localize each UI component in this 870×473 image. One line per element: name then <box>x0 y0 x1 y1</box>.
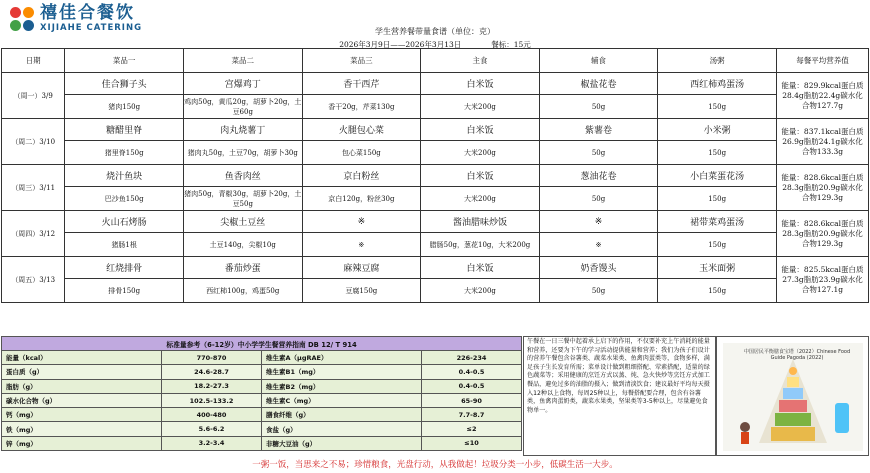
nutrient-range: 3.2-3.4 <box>162 436 262 450</box>
menu-table <box>1 48 869 303</box>
standard-row <box>2 379 522 393</box>
pyramid-title: 中国居民平衡膳食宝塔（2022）Chinese Food Guide Pagoda (2022) <box>743 349 851 361</box>
ingredient-amount: 土豆140g，尖椒10g <box>183 233 302 257</box>
food-pyramid-image <box>716 336 869 456</box>
dish-name: 裙带菜鸡蛋汤 <box>658 211 777 233</box>
nutrient-name: 食盐（g） <box>262 422 422 436</box>
menu-ingredient-row <box>2 233 869 257</box>
page-title: 学生营养餐带量食谱（单位：克） <box>375 27 495 36</box>
menu-header-row <box>2 49 869 73</box>
nutrition-standard-table <box>1 336 522 451</box>
ingredient-amount: 50g <box>539 141 658 165</box>
dish-name: 紫薯卷 <box>539 119 658 141</box>
ingredient-amount: 西红柿100g，鸡蛋50g <box>183 279 302 303</box>
nutrition-value: 能量：828.6kcal蛋白质28.3g脂肪20.9g碳水化合物129.3g <box>776 165 868 211</box>
dish-name: 鱼香肉丝 <box>183 165 302 187</box>
standard-row <box>2 365 522 379</box>
nutrient-range: ≤10 <box>422 436 522 450</box>
dish-name: 白米饭 <box>421 165 540 187</box>
nutrient-name: 非糖大豆油（g） <box>262 436 422 450</box>
ingredient-amount: 150g <box>658 279 777 303</box>
nutrient-name: 能量（kcal） <box>2 351 162 365</box>
dish-name: 椒盐花卷 <box>539 73 658 95</box>
dish-name: 宫爆鸡丁 <box>183 73 302 95</box>
dish-name: 小米粥 <box>658 119 777 141</box>
dish-name: 奶香馒头 <box>539 257 658 279</box>
dish-name: 葱油花卷 <box>539 165 658 187</box>
dish-name: 火腿包心菜 <box>302 119 421 141</box>
col-dish2: 菜品二 <box>183 49 302 73</box>
dish-name: 香干西芹 <box>302 73 421 95</box>
menu-dish-row <box>2 73 869 95</box>
dish-name: 白米饭 <box>421 257 540 279</box>
ingredient-amount: 大米200g <box>421 187 540 211</box>
nutrient-name: 维生素B2（mg） <box>262 379 422 393</box>
nutrient-name: 维生素A（μgRAE） <box>262 351 422 365</box>
nutrient-range: 0.4-0.5 <box>422 365 522 379</box>
dish-name: 火山石烤肠 <box>65 211 184 233</box>
ingredient-amount: 京白120g，粉丝30g <box>302 187 421 211</box>
ingredient-amount: 50g <box>539 187 658 211</box>
dish-name: 红烧排骨 <box>65 257 184 279</box>
nutrient-range: 18.2-27.3 <box>162 379 262 393</box>
ingredient-amount: 大米200g <box>421 95 540 119</box>
menu-ingredient-row <box>2 187 869 211</box>
nutrient-range: 102.5-133.2 <box>162 393 262 407</box>
nutrient-range: 0.4-0.5 <box>422 379 522 393</box>
ingredient-amount: 猪肉50g，青椒30g，胡萝卜20g，土豆50g <box>183 187 302 211</box>
menu-dish-row <box>2 119 869 141</box>
col-date: 日期 <box>2 49 65 73</box>
col-dish1: 菜品一 <box>65 49 184 73</box>
day-date: （周五）3/13 <box>2 257 65 303</box>
standard-row <box>2 436 522 450</box>
dish-name: 麻辣豆腐 <box>302 257 421 279</box>
ingredient-amount: 鸡肉50g，黄瓜20g，胡萝卜20g，土豆60g <box>183 95 302 119</box>
nutrition-value: 能量：829.9kcal蛋白质28.4g脂肪22.4g碳水化合物127.7g <box>776 73 868 119</box>
day-date: （周一）3/9 <box>2 73 65 119</box>
nutrient-name: 钙（mg） <box>2 408 162 422</box>
ingredient-amount: 50g <box>539 279 658 303</box>
nutrient-name: 碳水化合物（g） <box>2 393 162 407</box>
date-range: 2026年3月9日——2026年3月13日 <box>339 40 462 49</box>
day-date: （周二）3/10 <box>2 119 65 165</box>
ingredient-amount: 150g <box>658 233 777 257</box>
ingredient-amount: 香干20g，芹菜130g <box>302 95 421 119</box>
ingredient-amount: 包心菜150g <box>302 141 421 165</box>
nutrient-name: 蛋白质（g） <box>2 365 162 379</box>
ingredient-amount: 猪里脊150g <box>65 141 184 165</box>
nutrient-name: 维生素B1（mg） <box>262 365 422 379</box>
nutrient-range: 770-870 <box>162 351 262 365</box>
dish-name: ※ <box>302 211 421 233</box>
menu-dish-row <box>2 165 869 187</box>
dish-name: 白米饭 <box>421 73 540 95</box>
ingredient-amount: 150g <box>658 141 777 165</box>
nutrition-value: 能量：825.5kcal蛋白质27.3g脂肪23.9g碳水化合物127.1g <box>776 257 868 303</box>
meal-price: 餐标：15元 <box>491 40 531 49</box>
ingredient-amount: 腊肠50g，葱花10g，大米200g <box>421 233 540 257</box>
dish-name: 佳合狮子头 <box>65 73 184 95</box>
dish-name: 玉米面粥 <box>658 257 777 279</box>
menu-ingredient-row <box>2 141 869 165</box>
footer-slogan: 一粥一饭，当思来之不易；珍惜粮食，光盘行动，从我做起！垃圾分类一小步，低碳生活一大步。 <box>252 460 618 470</box>
nutrient-range: 7.7-8.7 <box>422 408 522 422</box>
menu-dish-row <box>2 257 869 279</box>
col-soup: 汤粥 <box>658 49 777 73</box>
dish-name: 小白菜蛋花汤 <box>658 165 777 187</box>
ingredient-amount: ※ <box>539 233 658 257</box>
menu-ingredient-row <box>2 95 869 119</box>
nutrition-value: 能量：828.6kcal蛋白质28.3g脂肪20.9g碳水化合物129.3g <box>776 211 868 257</box>
ingredient-amount: 巴沙鱼150g <box>65 187 184 211</box>
header <box>0 0 870 48</box>
dish-name: 番茄炒蛋 <box>183 257 302 279</box>
ingredient-amount: ※ <box>302 233 421 257</box>
nutrient-range: 5.6-6.2 <box>162 422 262 436</box>
dish-name: 肉丸烧薯丁 <box>183 119 302 141</box>
ingredient-amount: 豆腐150g <box>302 279 421 303</box>
menu-ingredient-row <box>2 279 869 303</box>
ingredient-amount: 猪肉丸50g，土豆70g，胡萝卜30g <box>183 141 302 165</box>
nutrient-range: 400-480 <box>162 408 262 422</box>
nutrition-note: 午餐在一日三餐中起着承上启下的作用，不仅要补充上午消耗的能量和营养，还要为下午的学习活动提供能量和营养；我们为孩子们设计的营养午餐包含谷薯类、蔬菜水果类、鱼禽肉蛋类等，食物多样，满足孩子生长发育所需；菜单设计做到粗细搭配、荤素搭配，适量的绿色蔬菜等；采用健康的烹饪方式以蒸、炖、急火快炒等烹饪方式加工餐品，避免过多的油脂的摄入；做到清淡饮食；建议最好平均每天摄入12种以上食物，每周25种以上，每餐搭配要合理，包含有谷薯类，鱼禽肉蛋奶类，蔬菜水果类，坚果类等3-5种以上，尽量避免食物单一。 <box>523 336 716 456</box>
standard-row <box>2 351 522 365</box>
standard-row <box>2 393 522 407</box>
dish-name: 西红柿鸡蛋汤 <box>658 73 777 95</box>
ingredient-amount: 排骨150g <box>65 279 184 303</box>
standard-row <box>2 422 522 436</box>
dish-name: 酱油腊味炒饭 <box>421 211 540 233</box>
menu-dish-row <box>2 211 869 233</box>
dish-name: 京白粉丝 <box>302 165 421 187</box>
standard-row <box>2 408 522 422</box>
brand-name-cn: 禧佳合餐饮 <box>40 3 135 23</box>
ingredient-amount: 50g <box>539 95 658 119</box>
ingredient-amount: 猪肠1根 <box>65 233 184 257</box>
ingredient-amount: 150g <box>658 187 777 211</box>
nutrient-name: 锌（mg） <box>2 436 162 450</box>
brand-name-en: XIJIAHE CATERING <box>40 23 143 33</box>
ingredient-amount: 大米200g <box>421 279 540 303</box>
nutrient-name: 脂肪（g） <box>2 379 162 393</box>
nutrient-name: 维生素C（mg） <box>262 393 422 407</box>
day-date: （周三）3/11 <box>2 165 65 211</box>
ingredient-amount: 猪肉150g <box>65 95 184 119</box>
nutrient-name: 铁（mg） <box>2 422 162 436</box>
dish-name: 尖椒土豆丝 <box>183 211 302 233</box>
day-date: （周四）3/12 <box>2 211 65 257</box>
dish-name: 糖醋里脊 <box>65 119 184 141</box>
nutrient-range: 65-90 <box>422 393 522 407</box>
col-staple: 主食 <box>421 49 540 73</box>
dish-name: 烧汁鱼块 <box>65 165 184 187</box>
ingredient-amount: 大米200g <box>421 141 540 165</box>
col-dish3: 菜品三 <box>302 49 421 73</box>
nutrient-name: 膳食纤维（g） <box>262 408 422 422</box>
dish-name: 白米饭 <box>421 119 540 141</box>
nutrient-range: ≤2 <box>422 422 522 436</box>
nutrition-value: 能量：837.1kcal蛋白质26.9g脂肪24.1g碳水化合物133.3g <box>776 119 868 165</box>
standard-caption: 标准量参考（6-12岁）中小学学生餐营养指南 DB 12/ T 914 <box>2 337 522 351</box>
col-nutrition: 每餐平均营养值 <box>776 49 868 73</box>
col-side: 辅食 <box>539 49 658 73</box>
nutrient-range: 24.6-28.7 <box>162 365 262 379</box>
ingredient-amount: 150g <box>658 95 777 119</box>
dish-name: ※ <box>539 211 658 233</box>
nutrient-range: 226-234 <box>422 351 522 365</box>
